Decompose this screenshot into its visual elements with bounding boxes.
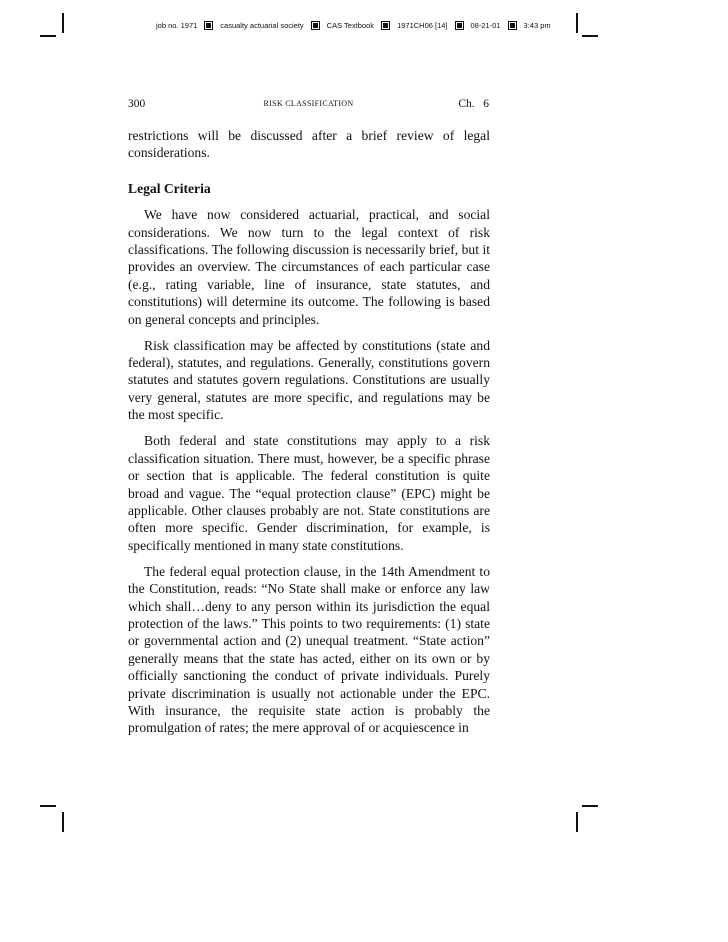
- running-title: RISK CLASSIFICATION: [263, 99, 354, 108]
- slug-textbook: CAS Textbook: [326, 21, 375, 30]
- paragraph: Risk classification may be affected by constitutions (state and federal), statutes, and regulations. Generally, constitutions govern statutes and statutes govern regulations. Constitutions are usually very general, statutes are more specific, and regulations may be the most specific.: [128, 337, 490, 423]
- crop-mark-bottom-left-horizontal: [40, 805, 56, 807]
- slug-separator-icon: [381, 21, 390, 30]
- crop-mark-bottom-right-horizontal: [582, 805, 598, 807]
- slug-time: 3:43 pm: [523, 21, 551, 30]
- paragraph: The federal equal protection clause, in the 14th Amendment to the Constitution, reads: “No State shall make or enforce any law which shall…deny to any person within its jurisdiction the equal protection of the laws.” This points to two requirements: (1) state or governmental action and (2) unequal treatment. “State action” generally means that the state has acted, either on its own or by officially sanctioning the conduct of private individuals. Purely private discrimination is usually not actionable under the EPC. With insurance, the requisite state action is probably the promulgation of rates; the mere approval of or acquiescence in: [128, 563, 490, 736]
- chapter-label: Ch. 6: [458, 98, 489, 110]
- page-number: 300: [128, 98, 146, 110]
- running-head: [128, 98, 489, 112]
- crop-mark-bottom-left-vertical: [62, 812, 64, 832]
- slug-separator-icon: [455, 21, 464, 30]
- slug-separator-icon: [508, 21, 517, 30]
- slug-society: casualty actuarial society: [220, 21, 304, 30]
- paragraph: We have now considered actuarial, practical, and social considerations. We now turn to the legal context of risk classifications. The following discussion is necessarily brief, but it provides an overview. The circumstances of each particular case (e.g., rating variable, line of insurance, state statutes, and constitutions) will determine its outcome. The following is based on general concepts and principles.: [128, 207, 490, 327]
- slug-date: 08-21-01: [470, 21, 501, 30]
- slug-file: 1971CH06 [14]: [397, 21, 448, 30]
- slug-separator-icon: [311, 21, 320, 30]
- crop-mark-top-left-horizontal: [40, 35, 56, 37]
- slug-job: job no. 1971: [156, 21, 198, 30]
- crop-mark-top-right-vertical: [576, 13, 578, 33]
- body-text: [128, 127, 490, 737]
- crop-mark-top-left-vertical: [62, 13, 64, 33]
- intro-paragraph: restrictions will be discussed after a brief review of legal considerations.: [128, 128, 490, 161]
- section-heading: Legal Criteria: [128, 180, 211, 196]
- paragraph: Both federal and state constitutions may apply to a risk classification situation. There must, however, be a specific phrase or section that is applicable. The federal constitution is quite broad and vague. The “equal protection clause” (EPC) might be applicable. Other clauses probably are not. State constitutions are often more specific. Gender discrimination, for example, is specifically mentioned in many state constitutions.: [128, 433, 490, 553]
- crop-mark-top-right-horizontal: [582, 35, 598, 37]
- crop-mark-bottom-right-vertical: [576, 812, 578, 832]
- slug-separator-icon: [204, 21, 213, 30]
- printer-slug-line: [156, 21, 551, 30]
